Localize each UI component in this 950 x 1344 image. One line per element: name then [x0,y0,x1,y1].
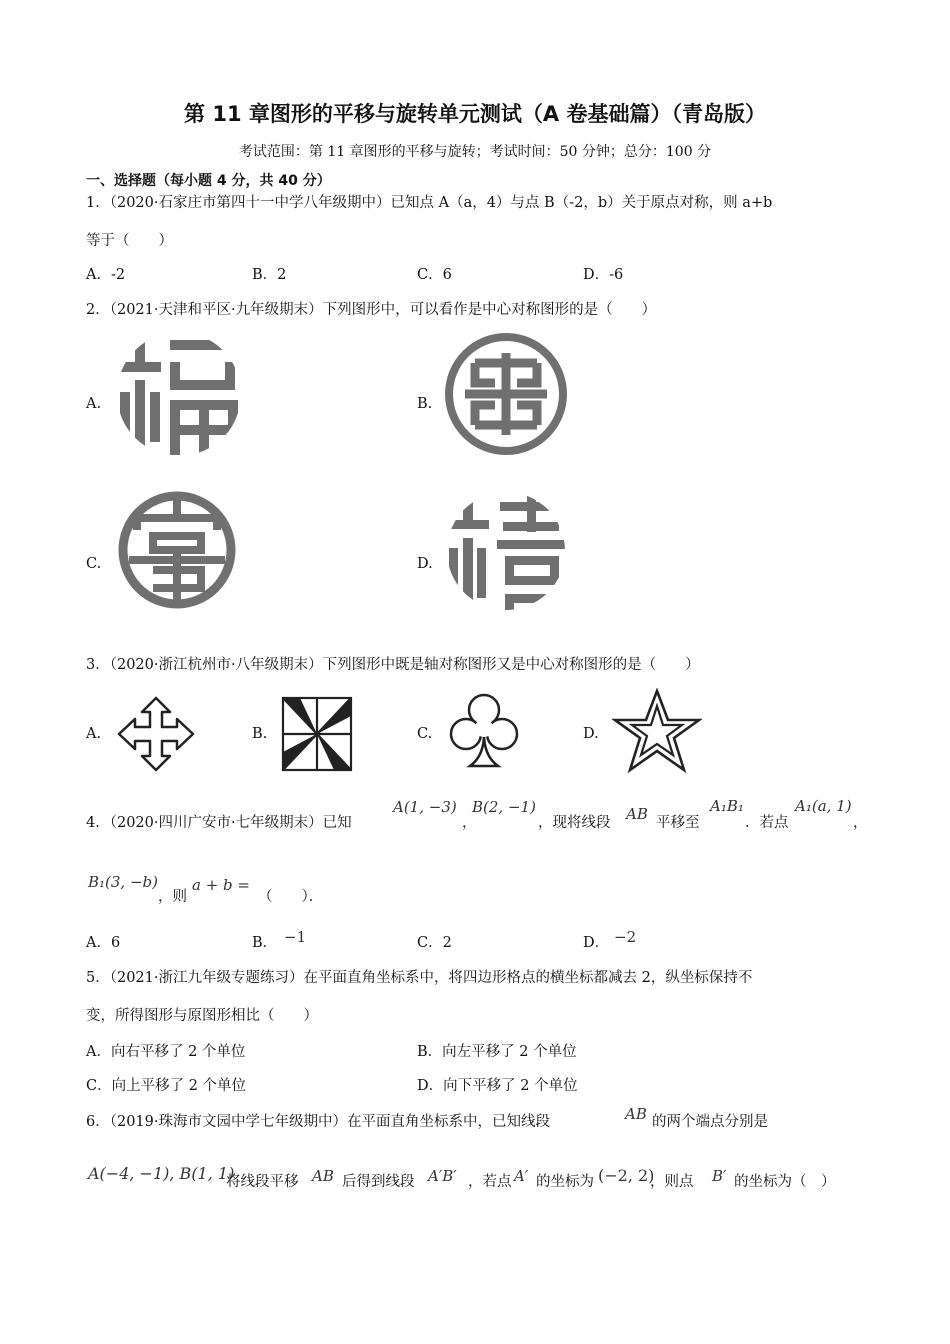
q6-t2: 后得到线段 [342,1174,415,1190]
q6-t3: ，若点 [468,1174,512,1190]
q4-point-b: B(2, −1) [472,798,536,816]
q5-text: 5．（2021·浙江九年级专题练习）在平面直角坐标系中，将四边形格点的横坐标都减去 2，纵坐标保持不 [86,970,753,986]
q4-end2: （ ）． [258,889,324,905]
q3-label-a: A. [86,726,102,742]
q4-mid4: ，则 [158,889,187,905]
exam-meta: 考试范围：第 11 章图形的平移与旋转；考试时间：50 分钟；总分：100 分 [238,144,712,160]
page-title: 第 11 章图形的平移与旋转单元测试（A 卷基础篇）（青岛版） [184,102,766,126]
q4-point-a1: A₁(a, 1) [795,797,852,815]
q5-option-a: A．向右平移了 2 个单位 [86,1044,246,1060]
q2-text: 2．（2021·天津和平区·九年级期末）下列图形中，可以看作是中心对称图形的是（ ） [86,302,657,318]
q6-segment-ab: AB [625,1105,647,1123]
q4-option-d: D． [583,935,610,951]
xi-seal-icon [445,490,567,612]
q4-segment-ab: AB [626,805,648,823]
q5-option-c: C．向上平移了 2 个单位 [86,1078,247,1094]
q2-label-a: A. [86,396,102,412]
q4-option-b-value: −1 [284,928,307,946]
q4-end1: ， [853,815,868,831]
four-arrow-icon [115,695,197,773]
seal-c-icon [115,490,239,610]
q6-text: 6．（2019·珠海市文园中学七年级期中）在平面直角坐标系中，已知线段 [86,1114,550,1130]
pinwheel-icon [280,695,354,773]
q3-label-c: C. [417,726,433,742]
q5-text-cont: 变，所得图形与原图形相比（ ） [86,1008,318,1024]
q6-coord: (−2, 2) [598,1166,655,1185]
q4-expression: a + b = [192,876,250,894]
q6-t5: ，则点 [650,1174,694,1190]
q4-point-b1: B₁(3, −b) [88,873,158,891]
q1-text-cont: 等于（ ） [86,233,173,249]
star-icon [612,688,702,774]
q4-segment-a1b1: A₁B₁ [710,797,744,815]
q4-mid2: 平移至 [656,815,700,831]
q4-option-d-value: −2 [614,928,637,946]
q6-t6: 的坐标为（ ） [734,1174,836,1190]
q1-option-d: D．-6 [583,267,624,283]
q6-t1: 将线段平移 [226,1174,299,1190]
section-heading: 一、选择题（每小题 4 分，共 40 分） [86,173,331,189]
q4-mid3: ．若点 [745,815,789,831]
q4-option-b: B． [252,935,278,951]
q2-label-b: B. [417,396,433,412]
q5-option-d: D．向下平移了 2 个单位 [417,1078,578,1094]
q4-mid: ，现将线段 [538,815,611,831]
q6-t4: 的坐标为 [536,1174,594,1190]
q2-label-d: D. [417,556,433,572]
q1-option-a: A．-2 [86,267,126,283]
club-icon [448,690,520,770]
q6-segment-apbp: A′B′ [428,1167,457,1185]
q4-option-c: C．2 [417,935,452,951]
q6-points: A(−4, −1), B(1, 1) [88,1164,235,1183]
q1-text: 1．（2020·石家庄市第四十一中学八年级期中）已知点 A（a，4）与点 B（-2，b）关于原点对称，则 a+b [86,195,773,211]
q3-label-b: B. [252,726,268,742]
q4-sep: ， [462,815,477,831]
q6-text-b: 的两个端点分别是 [652,1114,768,1130]
q3-text: 3．（2020·浙江杭州市·八年级期末）下列图形中既是轴对称图形又是中心对称图形的是（ ） [86,657,700,673]
q4-prefix: 4．（2020·四川广安市·七年级期末）已知 [86,815,352,831]
q1-option-b: B．2 [252,267,287,283]
q6-segment-ab-2: AB [312,1167,334,1185]
q4-point-a: A(1, −3) [393,798,457,816]
seal-b-icon [445,333,567,455]
q5-option-b: B．向左平移了 2 个单位 [417,1044,577,1060]
q1-option-c: C．6 [417,267,452,283]
q6-point-bp: B′ [712,1167,727,1185]
q6-point-ap: A′ [514,1167,529,1185]
q2-label-c: C. [86,556,102,572]
q3-label-d: D. [583,726,599,742]
fu-seal-icon [115,330,243,458]
q4-option-a: A．6 [86,935,121,951]
